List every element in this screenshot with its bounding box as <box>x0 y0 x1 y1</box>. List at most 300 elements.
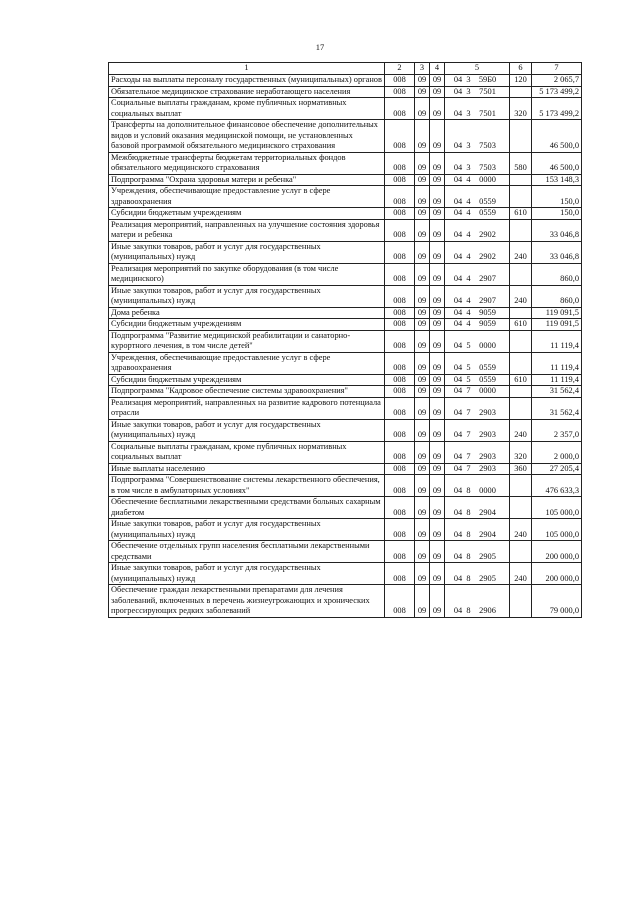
table-row <box>109 86 582 98</box>
admin-code-cell: 008 <box>385 75 415 87</box>
row-description: Субсидии бюджетным учреждениям <box>109 208 385 220</box>
row-description: Реализация мероприятий, направленных на улучшение состояния здоровья матери и ребенка <box>109 219 385 241</box>
amount-cell: 31 562,4 <box>532 386 582 398</box>
expense-type-cell: 580 <box>510 152 532 174</box>
amount-cell: 200 000,0 <box>532 541 582 563</box>
target-article-code-part: 04 <box>453 606 463 615</box>
expense-type-cell: 610 <box>510 208 532 220</box>
expense-type-cell <box>510 386 532 398</box>
row-description: Субсидии бюджетным учреждениям <box>109 374 385 386</box>
target-article-code-cell <box>445 319 510 331</box>
section-code-cell: 09 <box>415 330 430 352</box>
target-article-code-part: 9059 <box>479 307 496 317</box>
subsection-code-cell: 09 <box>430 75 445 87</box>
admin-code-cell: 008 <box>385 307 415 319</box>
table-row <box>109 563 582 585</box>
subsection-code-cell: 09 <box>430 397 445 419</box>
table-row <box>109 307 582 319</box>
table-row <box>109 120 582 153</box>
target-article-code-cell <box>445 585 510 618</box>
target-article-code-part: 3 <box>466 141 471 150</box>
target-article-code-part: 04 <box>453 230 463 239</box>
expense-type-cell <box>510 307 532 319</box>
header-cell: 4 <box>430 63 445 75</box>
expense-type-cell <box>510 475 532 497</box>
section-code-cell: 09 <box>415 352 430 374</box>
target-article-code-part: 7501 <box>479 86 496 96</box>
section-code-cell: 09 <box>415 152 430 174</box>
target-article-code-part: 04 <box>453 296 463 305</box>
subsection-code-cell: 09 <box>430 497 445 519</box>
table-row <box>109 519 582 541</box>
expense-type-cell <box>510 263 532 285</box>
amount-cell: 150,0 <box>532 208 582 220</box>
amount-cell: 11 119,4 <box>532 352 582 374</box>
admin-code-cell: 008 <box>385 263 415 285</box>
section-code-cell: 09 <box>415 563 430 585</box>
header-cell: 3 <box>415 63 430 75</box>
admin-code-cell: 008 <box>385 208 415 220</box>
target-article-code-part: 4 <box>466 274 471 283</box>
row-description: Обязательное медицинское страхование неработающего населения <box>109 86 385 98</box>
target-article-code-part: 2906 <box>479 606 496 615</box>
target-article-code-part: 7 <box>466 463 471 473</box>
amount-cell: 11 119,4 <box>532 330 582 352</box>
expense-type-cell: 320 <box>510 98 532 120</box>
row-description: Подпрограмма "Охрана здоровья матери и ребенка" <box>109 174 385 186</box>
admin-code-cell: 008 <box>385 497 415 519</box>
target-article-code-cell <box>445 519 510 541</box>
target-article-code-cell <box>445 75 510 87</box>
section-code-cell: 09 <box>415 475 430 497</box>
amount-cell: 153 148,3 <box>532 174 582 186</box>
subsection-code-cell: 09 <box>430 585 445 618</box>
expense-type-cell: 240 <box>510 285 532 307</box>
section-code-cell: 09 <box>415 397 430 419</box>
target-article-code-part: 2907 <box>479 274 496 283</box>
target-article-code-cell <box>445 263 510 285</box>
target-article-code-part: 7 <box>466 430 471 439</box>
table-row <box>109 98 582 120</box>
section-code-cell: 09 <box>415 86 430 98</box>
amount-cell: 27 205,4 <box>532 463 582 475</box>
row-description: Обеспечение бесплатными лекарственными средствами больных сахарным диабетом <box>109 497 385 519</box>
admin-code-cell: 008 <box>385 519 415 541</box>
target-article-code-part: 7503 <box>479 141 496 150</box>
table-row <box>109 541 582 563</box>
target-article-code-part: 0000 <box>479 386 496 395</box>
section-code-cell: 09 <box>415 120 430 153</box>
target-article-code-part: 2903 <box>479 452 496 461</box>
target-article-code-part: 04 <box>453 507 463 517</box>
subsection-code-cell: 09 <box>430 120 445 153</box>
table-row <box>109 497 582 519</box>
subsection-code-cell: 09 <box>430 285 445 307</box>
subsection-code-cell: 09 <box>430 441 445 463</box>
expense-type-cell <box>510 219 532 241</box>
table-row <box>109 263 582 285</box>
target-article-code-part: 04 <box>453 307 463 317</box>
table-row <box>109 374 582 386</box>
target-article-code-part: 04 <box>453 463 463 473</box>
target-article-code-part: 8 <box>466 606 471 615</box>
row-description: Иные закупки товаров, работ и услуг для государственных (муниципальных) нужд <box>109 419 385 441</box>
target-article-code-part: 3 <box>466 163 471 172</box>
target-article-code-cell <box>445 563 510 585</box>
expense-type-cell: 610 <box>510 319 532 331</box>
admin-code-cell: 008 <box>385 98 415 120</box>
target-article-code-part: 9059 <box>479 319 496 328</box>
target-article-code-cell <box>445 374 510 386</box>
subsection-code-cell: 09 <box>430 263 445 285</box>
section-code-cell: 09 <box>415 386 430 398</box>
admin-code-cell: 008 <box>385 285 415 307</box>
subsection-code-cell: 09 <box>430 419 445 441</box>
admin-code-cell: 008 <box>385 319 415 331</box>
admin-code-cell: 008 <box>385 352 415 374</box>
target-article-code-part: 2904 <box>479 507 496 517</box>
target-article-code-cell <box>445 441 510 463</box>
target-article-code-part: 4 <box>466 230 471 239</box>
amount-cell: 119 091,5 <box>532 307 582 319</box>
section-code-cell: 09 <box>415 186 430 208</box>
target-article-code-part: 5 <box>466 363 471 372</box>
table-row <box>109 397 582 419</box>
header-cell: 5 <box>445 63 510 75</box>
target-article-code-part: 59Б0 <box>478 75 497 84</box>
target-article-code-part: 0000 <box>479 341 496 350</box>
target-article-code-part: 04 <box>453 551 463 561</box>
subsection-code-cell: 09 <box>430 475 445 497</box>
target-article-code-part: 4 <box>466 252 471 261</box>
target-article-code-part: 2907 <box>479 296 496 305</box>
target-article-code-cell <box>445 475 510 497</box>
target-article-code-part: 3 <box>466 75 471 84</box>
admin-code-cell: 008 <box>385 174 415 186</box>
section-code-cell: 09 <box>415 75 430 87</box>
target-article-code-cell <box>445 497 510 519</box>
table-row <box>109 330 582 352</box>
table-row <box>109 386 582 398</box>
table-row <box>109 208 582 220</box>
subsection-code-cell: 09 <box>430 463 445 475</box>
row-description: Иные закупки товаров, работ и услуг для государственных (муниципальных) нужд <box>109 519 385 541</box>
target-article-code-part: 04 <box>453 108 463 118</box>
target-article-code-part: 7 <box>466 408 471 417</box>
table-row <box>109 241 582 263</box>
target-article-code-part: 5 <box>466 341 471 350</box>
target-article-code-part: 5 <box>466 374 471 384</box>
amount-cell: 2 000,0 <box>532 441 582 463</box>
header-cell: 6 <box>510 63 532 75</box>
expense-type-cell <box>510 186 532 208</box>
target-article-code-cell <box>445 541 510 563</box>
target-article-code-part: 4 <box>466 319 471 328</box>
amount-cell: 5 173 499,2 <box>532 98 582 120</box>
section-code-cell: 09 <box>415 98 430 120</box>
row-description: Обеспечение граждан лекарственными препаратами для лечения заболеваний, включенных в перечень жизнеугрожающих и хронических прогрессирующих редких заболеваний <box>109 585 385 618</box>
target-article-code-part: 4 <box>466 174 471 184</box>
amount-cell: 33 046,8 <box>532 219 582 241</box>
target-article-code-part: 7503 <box>479 163 496 172</box>
amount-cell: 860,0 <box>532 285 582 307</box>
subsection-code-cell: 09 <box>430 330 445 352</box>
row-description: Субсидии бюджетным учреждениям <box>109 319 385 331</box>
target-article-code-part: 0559 <box>479 208 496 217</box>
table-row <box>109 285 582 307</box>
amount-cell: 5 173 499,2 <box>532 86 582 98</box>
target-article-code-part: 2903 <box>479 463 496 473</box>
target-article-code-part: 2904 <box>479 529 496 539</box>
section-code-cell: 09 <box>415 219 430 241</box>
expense-type-cell <box>510 330 532 352</box>
table-row <box>109 319 582 331</box>
amount-cell: 119 091,5 <box>532 319 582 331</box>
admin-code-cell: 008 <box>385 120 415 153</box>
row-description: Реализация мероприятий по закупке оборудования (в том числе медицинского) <box>109 263 385 285</box>
expense-type-cell: 240 <box>510 241 532 263</box>
target-article-code-part: 04 <box>453 163 463 172</box>
row-description: Социальные выплаты гражданам, кроме публичных нормативных социальных выплат <box>109 98 385 120</box>
row-description: Учреждения, обеспечивающие предоставление услуг в сфере здравоохранения <box>109 186 385 208</box>
target-article-code-cell <box>445 174 510 186</box>
target-article-code-part: 8 <box>466 551 471 561</box>
subsection-code-cell: 09 <box>430 208 445 220</box>
section-code-cell: 09 <box>415 307 430 319</box>
target-article-code-part: 04 <box>453 363 463 372</box>
subsection-code-cell: 09 <box>430 241 445 263</box>
budget-table <box>108 62 582 618</box>
amount-cell: 2 357,0 <box>532 419 582 441</box>
subsection-code-cell: 09 <box>430 541 445 563</box>
target-article-code-part: 8 <box>466 507 471 517</box>
admin-code-cell: 008 <box>385 585 415 618</box>
target-article-code-part: 2903 <box>479 430 496 439</box>
subsection-code-cell: 09 <box>430 319 445 331</box>
table-row <box>109 186 582 208</box>
target-article-code-part: 04 <box>453 374 463 384</box>
subsection-code-cell: 09 <box>430 386 445 398</box>
expense-type-cell: 320 <box>510 441 532 463</box>
table-row <box>109 475 582 497</box>
row-description: Подпрограмма "Кадровое обеспечение системы здравоохранения" <box>109 386 385 398</box>
header-cell: 1 <box>109 63 385 75</box>
target-article-code-cell <box>445 463 510 475</box>
table-row <box>109 75 582 87</box>
table-row <box>109 585 582 618</box>
admin-code-cell: 008 <box>385 541 415 563</box>
target-article-code-cell <box>445 352 510 374</box>
amount-cell: 105 000,0 <box>532 519 582 541</box>
section-code-cell: 09 <box>415 241 430 263</box>
section-code-cell: 09 <box>415 419 430 441</box>
section-code-cell: 09 <box>415 319 430 331</box>
expense-type-cell <box>510 174 532 186</box>
target-article-code-cell <box>445 120 510 153</box>
target-article-code-cell <box>445 241 510 263</box>
row-description: Реализация мероприятий, направленных на развитие кадрового потенциала отрасли <box>109 397 385 419</box>
section-code-cell: 09 <box>415 174 430 186</box>
subsection-code-cell: 09 <box>430 519 445 541</box>
expense-type-cell: 240 <box>510 563 532 585</box>
expense-type-cell <box>510 120 532 153</box>
section-code-cell: 09 <box>415 263 430 285</box>
target-article-code-cell <box>445 285 510 307</box>
row-description: Обеспечение отдельных групп населения бесплатными лекарственными средствами <box>109 541 385 563</box>
table-row <box>109 352 582 374</box>
target-article-code-cell <box>445 98 510 120</box>
table-body <box>109 75 582 618</box>
admin-code-cell: 008 <box>385 386 415 398</box>
admin-code-cell: 008 <box>385 419 415 441</box>
expense-type-cell <box>510 541 532 563</box>
target-article-code-part: 8 <box>466 485 471 495</box>
section-code-cell: 09 <box>415 441 430 463</box>
target-article-code-part: 7 <box>466 452 471 461</box>
target-article-code-cell <box>445 419 510 441</box>
admin-code-cell: 008 <box>385 152 415 174</box>
row-description: Расходы на выплаты персоналу государственных (муниципальных) органов <box>109 75 385 87</box>
table-row <box>109 441 582 463</box>
amount-cell: 31 562,4 <box>532 397 582 419</box>
target-article-code-part: 04 <box>453 485 463 495</box>
row-description: Иные выплаты населению <box>109 463 385 475</box>
target-article-code-part: 4 <box>466 196 471 206</box>
target-article-code-part: 04 <box>453 274 463 283</box>
row-description: Подпрограмма "Развитие медицинской реабилитации и санаторно-курортного лечения, в том числе детей" <box>109 330 385 352</box>
section-code-cell: 09 <box>415 463 430 475</box>
target-article-code-part: 04 <box>453 529 463 539</box>
target-article-code-part: 2905 <box>479 573 496 583</box>
amount-cell: 150,0 <box>532 186 582 208</box>
admin-code-cell: 008 <box>385 86 415 98</box>
target-article-code-cell <box>445 386 510 398</box>
header-cell: 7 <box>532 63 582 75</box>
admin-code-cell: 008 <box>385 397 415 419</box>
section-code-cell: 09 <box>415 585 430 618</box>
amount-cell: 105 000,0 <box>532 497 582 519</box>
admin-code-cell: 008 <box>385 563 415 585</box>
section-code-cell: 09 <box>415 374 430 386</box>
amount-cell: 200 000,0 <box>532 563 582 585</box>
subsection-code-cell: 09 <box>430 374 445 386</box>
target-article-code-part: 04 <box>453 75 463 84</box>
section-code-cell: 09 <box>415 208 430 220</box>
amount-cell: 11 119,4 <box>532 374 582 386</box>
target-article-code-part: 3 <box>466 86 471 96</box>
target-article-code-cell <box>445 397 510 419</box>
target-article-code-part: 2902 <box>479 252 496 261</box>
amount-cell: 2 065,7 <box>532 75 582 87</box>
table-header-row <box>109 63 582 75</box>
expense-type-cell: 240 <box>510 419 532 441</box>
subsection-code-cell: 09 <box>430 152 445 174</box>
section-code-cell: 09 <box>415 497 430 519</box>
subsection-code-cell: 09 <box>430 186 445 208</box>
expense-type-cell <box>510 397 532 419</box>
expense-type-cell: 360 <box>510 463 532 475</box>
row-description: Дома ребенка <box>109 307 385 319</box>
target-article-code-cell <box>445 86 510 98</box>
target-article-code-part: 04 <box>453 408 463 417</box>
admin-code-cell: 008 <box>385 219 415 241</box>
page-number: 17 <box>315 42 325 52</box>
table-row <box>109 174 582 186</box>
row-description: Трансферты на дополнительное финансовое обеспечение дополнительных видов и условий оказания медицинской помощи, не установленных базовой программой обязательного медицинского страхования <box>109 120 385 153</box>
target-article-code-cell <box>445 152 510 174</box>
admin-code-cell: 008 <box>385 441 415 463</box>
target-article-code-part: 4 <box>466 296 471 305</box>
row-description: Подпрограмма "Совершенствование системы лекарственного обеспечения, в том числе в амбулаторных условиях" <box>109 475 385 497</box>
target-article-code-part: 4 <box>466 208 471 217</box>
target-article-code-cell <box>445 307 510 319</box>
target-article-code-part: 04 <box>453 452 463 461</box>
target-article-code-part: 04 <box>453 196 463 206</box>
target-article-code-part: 2903 <box>479 408 496 417</box>
amount-cell: 860,0 <box>532 263 582 285</box>
row-description: Межбюджетные трансферты бюджетам территориальных фондов обязательного медицинского страхования <box>109 152 385 174</box>
admin-code-cell: 008 <box>385 330 415 352</box>
expense-type-cell <box>510 86 532 98</box>
subsection-code-cell: 09 <box>430 86 445 98</box>
amount-cell: 46 500,0 <box>532 120 582 153</box>
admin-code-cell: 008 <box>385 186 415 208</box>
expense-type-cell <box>510 585 532 618</box>
row-description: Иные закупки товаров, работ и услуг для государственных (муниципальных) нужд <box>109 285 385 307</box>
target-article-code-part: 0559 <box>479 374 496 384</box>
section-code-cell: 09 <box>415 285 430 307</box>
target-article-code-part: 0000 <box>479 485 496 495</box>
target-article-code-cell <box>445 330 510 352</box>
target-article-code-part: 2902 <box>479 230 496 239</box>
expense-type-cell: 120 <box>510 75 532 87</box>
target-article-code-cell <box>445 186 510 208</box>
target-article-code-part: 04 <box>453 86 463 96</box>
target-article-code-cell <box>445 219 510 241</box>
table-row <box>109 463 582 475</box>
admin-code-cell: 008 <box>385 374 415 386</box>
target-article-code-part: 4 <box>466 307 471 317</box>
target-article-code-part: 04 <box>453 573 463 583</box>
target-article-code-part: 8 <box>466 529 471 539</box>
section-code-cell: 09 <box>415 519 430 541</box>
subsection-code-cell: 09 <box>430 219 445 241</box>
target-article-code-part: 3 <box>466 108 471 118</box>
target-article-code-part: 8 <box>466 573 471 583</box>
target-article-code-part: 0000 <box>479 174 496 184</box>
target-article-code-part: 04 <box>453 430 463 439</box>
target-article-code-part: 04 <box>453 319 463 328</box>
amount-cell: 476 633,3 <box>532 475 582 497</box>
target-article-code-part: 7501 <box>479 108 496 118</box>
section-code-cell: 09 <box>415 541 430 563</box>
expense-type-cell: 610 <box>510 374 532 386</box>
amount-cell: 46 500,0 <box>532 152 582 174</box>
row-description: Социальные выплаты гражданам, кроме публичных нормативных социальных выплат <box>109 441 385 463</box>
table-row <box>109 419 582 441</box>
target-article-code-cell <box>445 208 510 220</box>
target-article-code-part: 04 <box>453 252 463 261</box>
target-article-code-part: 7 <box>466 386 471 395</box>
table-row <box>109 152 582 174</box>
expense-type-cell: 240 <box>510 519 532 541</box>
row-description: Иные закупки товаров, работ и услуг для государственных (муниципальных) нужд <box>109 563 385 585</box>
subsection-code-cell: 09 <box>430 174 445 186</box>
row-description: Иные закупки товаров, работ и услуг для государственных (муниципальных) нужд <box>109 241 385 263</box>
target-article-code-part: 04 <box>453 208 463 217</box>
admin-code-cell: 008 <box>385 241 415 263</box>
subsection-code-cell: 09 <box>430 563 445 585</box>
